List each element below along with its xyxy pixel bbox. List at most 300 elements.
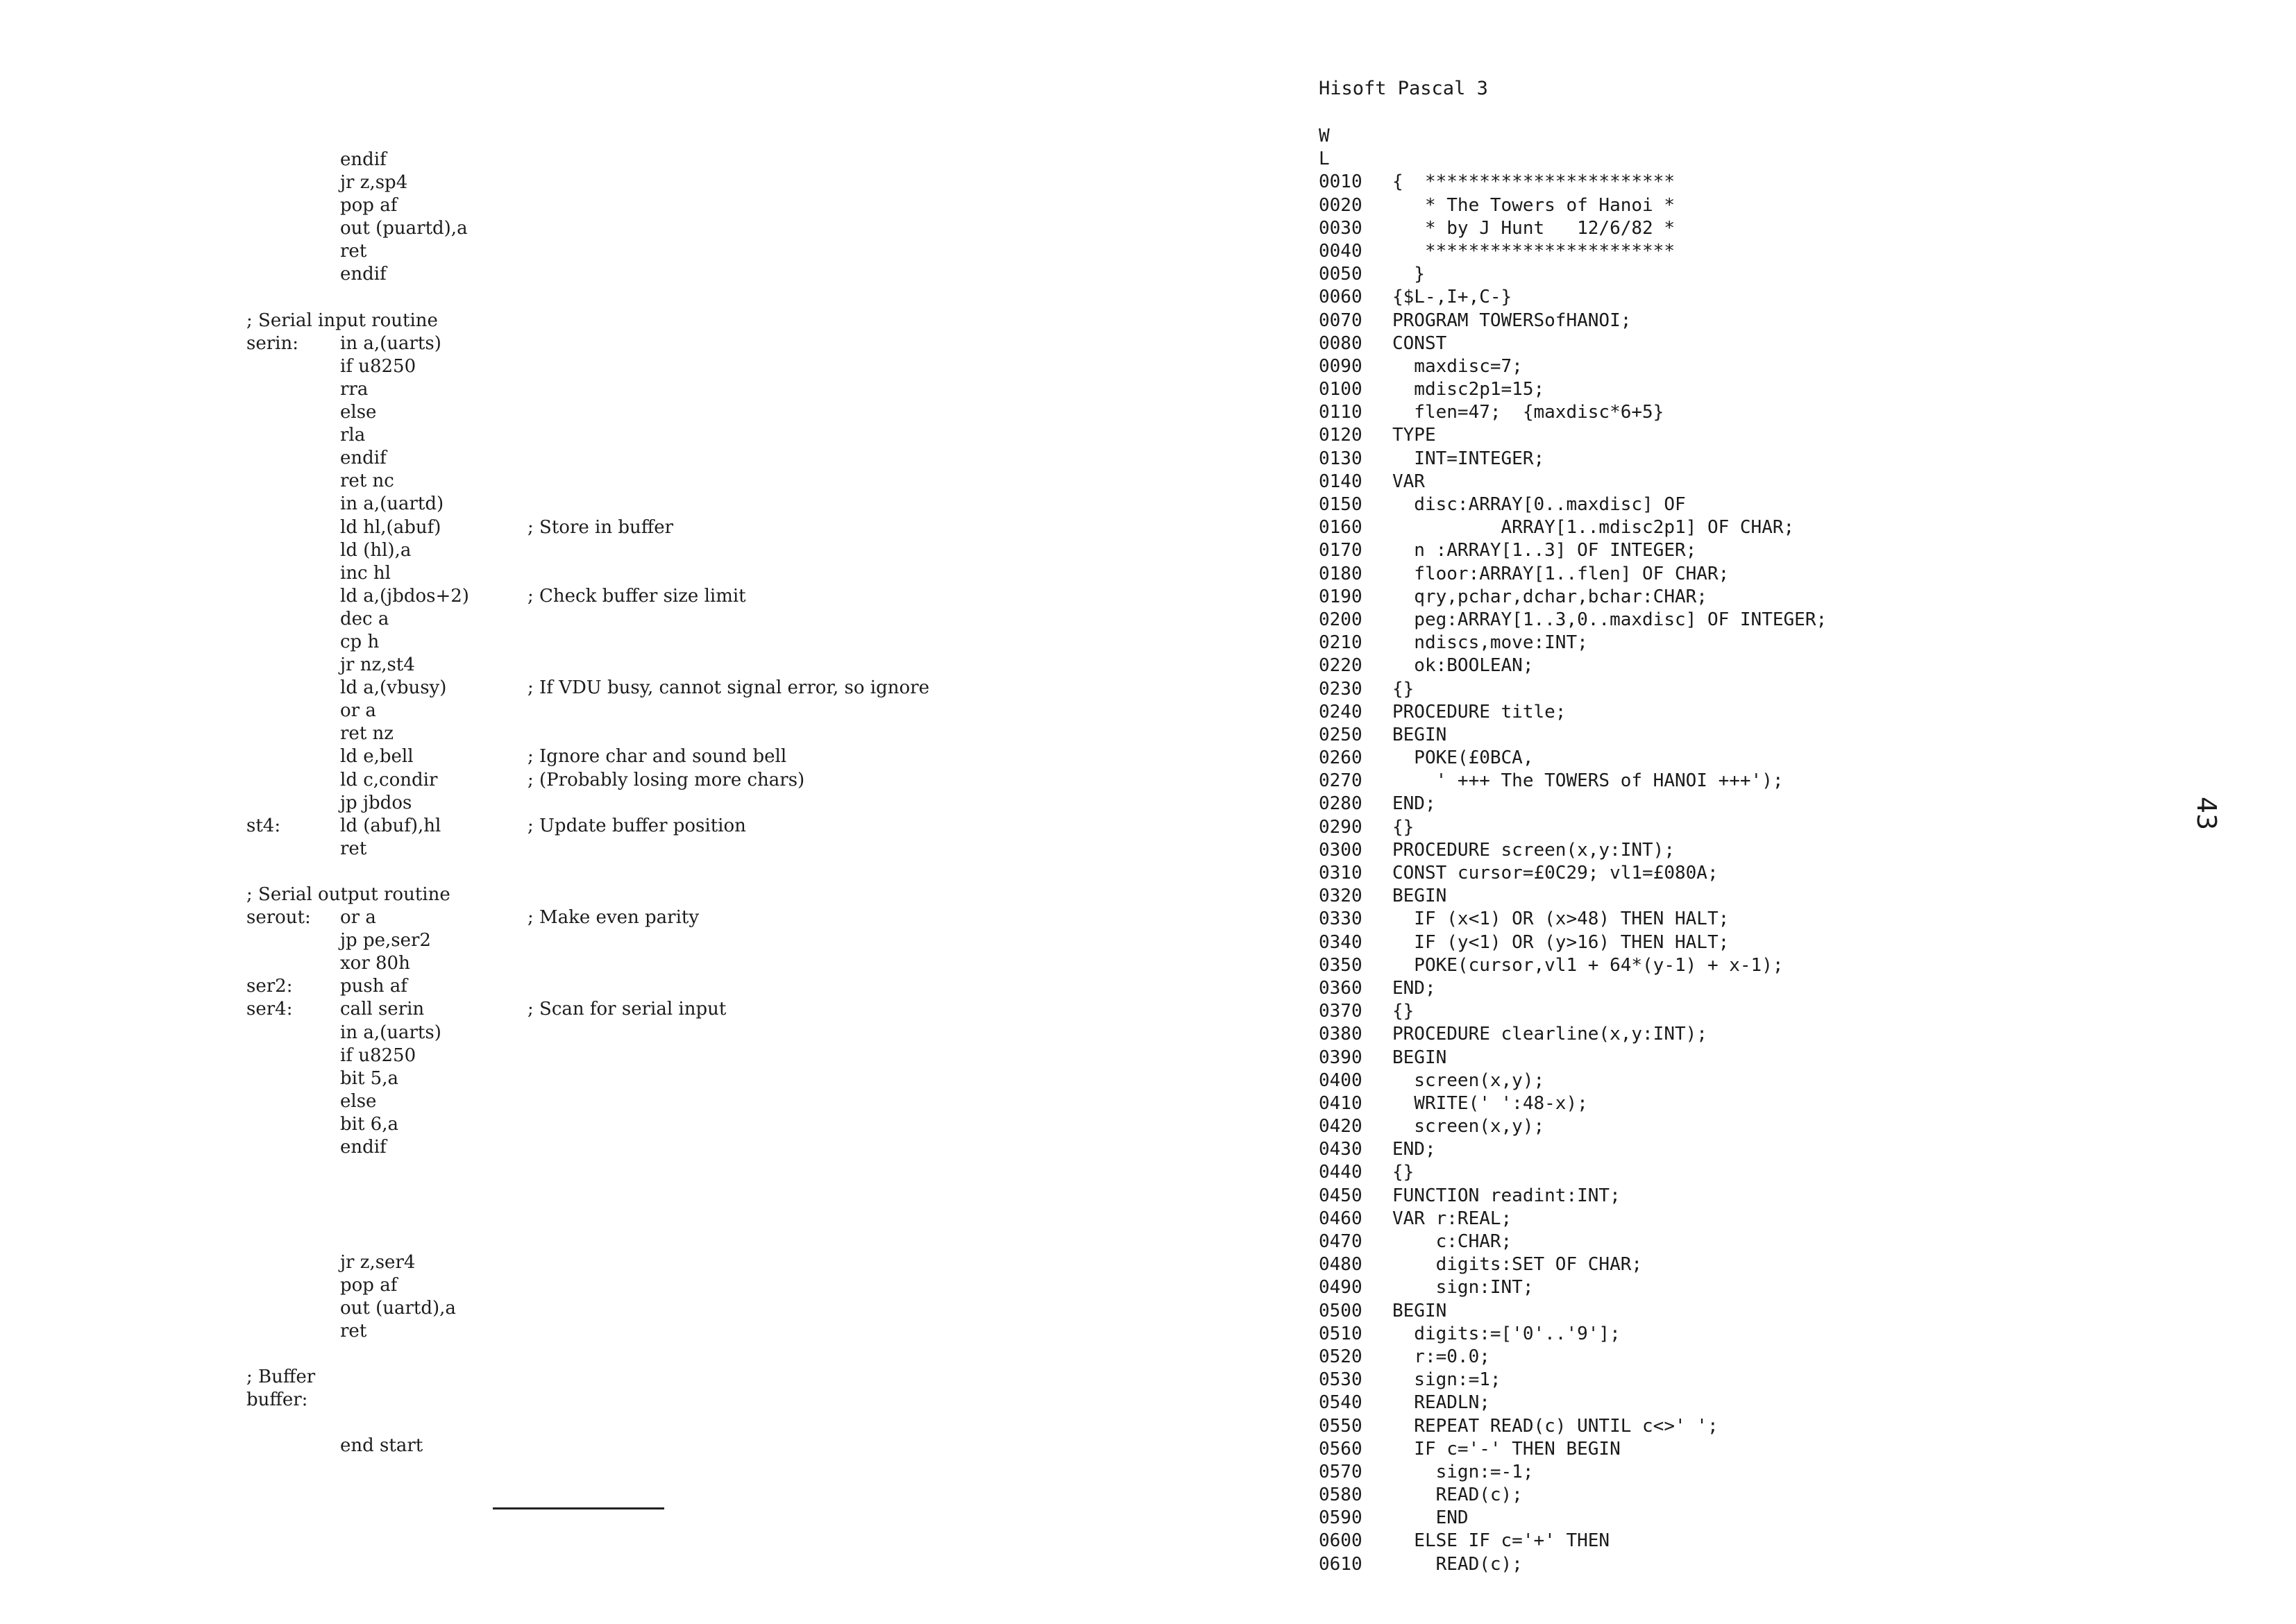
asm-label: buffer: [246, 1389, 308, 1411]
asm-label [246, 769, 340, 792]
code-line [1319, 1161, 1827, 1184]
line-number: 0490 [1319, 1277, 1362, 1299]
asm-instruction: in a,(uartd) [340, 493, 444, 515]
line-number: 0580 [1319, 1485, 1362, 1506]
asm-instruction: ld (abuf),hl [340, 815, 441, 836]
code-text: IF (y<1) OR (y>16) THEN HALT; [1392, 931, 1730, 953]
asm-comment: ; Store in buffer [527, 516, 674, 538]
code-text: ok:BOOLEAN; [1392, 655, 1534, 677]
code-text: ELSE IF c='+' THEN [1392, 1530, 1610, 1552]
line-number: 0460 [1319, 1208, 1362, 1229]
code-text: END; [1392, 793, 1436, 815]
code-text: READ(c); [1392, 1485, 1523, 1506]
asm-label [246, 700, 340, 722]
asm-line [246, 883, 929, 906]
line-number: 0280 [1319, 793, 1362, 815]
asm-instruction: ld (hl),a [340, 539, 412, 561]
line-number: 0560 [1319, 1438, 1362, 1460]
line-number: 0160 [1319, 517, 1362, 539]
asm-instruction: in a,(uarts) [340, 332, 441, 354]
asm-label [246, 1090, 340, 1113]
line-number: 0080 [1319, 332, 1362, 354]
asm-instruction: ret [340, 838, 367, 859]
asm-comment: ; Ignore char and sound bell [527, 746, 787, 768]
code-text: BEGIN [1392, 886, 1447, 907]
asm-line [246, 1113, 929, 1136]
asm-instruction: dec a [340, 608, 389, 629]
line-number: 0290 [1319, 816, 1362, 838]
line-number: 0430 [1319, 1139, 1362, 1160]
line-number: 0250 [1319, 724, 1362, 745]
asm-line [246, 1435, 929, 1457]
code-text: VAR r:REAL; [1392, 1208, 1512, 1229]
asm-instruction: in a,(uarts) [340, 1022, 441, 1043]
asm-instruction: ret nc [340, 471, 394, 492]
line-number: 0420 [1319, 1116, 1362, 1137]
asm-label: ser2: [246, 976, 293, 997]
asm-line [246, 1412, 929, 1435]
asm-instruction [340, 1389, 527, 1412]
asm-comment: ; Check buffer size limit [527, 585, 746, 607]
asm-instruction: inc hl [340, 562, 391, 584]
asm-line [246, 1251, 929, 1274]
asm-line [246, 194, 929, 217]
asm-label [246, 1251, 340, 1274]
asm-label [246, 1343, 340, 1366]
line-number: 0470 [1319, 1231, 1362, 1252]
line-number: 0500 [1319, 1300, 1362, 1321]
code-text: ARRAY[1..mdisc2p1] OF CHAR; [1392, 517, 1795, 539]
line-number: 0180 [1319, 563, 1362, 584]
asm-label [246, 171, 340, 194]
asm-instruction: or a [340, 907, 376, 929]
code-line [1319, 1047, 1827, 1069]
editor-command: W [1319, 126, 1330, 146]
section-comment: ; Serial output routine [246, 884, 450, 905]
code-line [1319, 217, 1827, 240]
asm-line [246, 1136, 929, 1159]
code-text: POKE(£0BCA, [1392, 747, 1534, 769]
code-text: digits:=['0'..'9']; [1392, 1323, 1621, 1344]
asm-line [246, 516, 929, 539]
asm-instruction: push af [340, 976, 407, 997]
line-number: 0340 [1319, 931, 1362, 953]
asm-label: serin: [246, 332, 298, 354]
code-text: disc:ARRAY[0..maxdisc] OF [1392, 494, 1686, 515]
asm-label [246, 1136, 340, 1159]
asm-instruction: jr z,sp4 [340, 172, 408, 194]
asm-instruction: bit 6,a [340, 1113, 398, 1135]
code-line [1319, 862, 1827, 885]
asm-label [246, 861, 340, 883]
asm-label [246, 1113, 340, 1136]
listing-header: Hisoft Pascal 3 [1319, 78, 1488, 99]
asm-label [246, 654, 340, 677]
asm-line [246, 355, 929, 378]
asm-line [246, 745, 929, 768]
asm-line [246, 424, 929, 447]
asm-label [246, 1044, 340, 1067]
code-line [1319, 471, 1827, 493]
line-number: 0140 [1319, 471, 1362, 492]
code-line [1319, 701, 1827, 724]
code-text: * by J Hunt 12/6/82 * [1392, 217, 1675, 239]
asm-instruction: jr nz,st4 [340, 654, 415, 676]
asm-instruction: ret [340, 1320, 367, 1342]
code-line [1319, 1369, 1827, 1392]
code-text: floor:ARRAY[1..flen] OF CHAR; [1392, 563, 1730, 584]
line-number: 0200 [1319, 609, 1362, 630]
code-line [1319, 1392, 1827, 1414]
code-text: } [1392, 264, 1425, 285]
code-text: FUNCTION readint:INT; [1392, 1185, 1621, 1206]
code-line [1319, 378, 1827, 401]
asm-label [246, 1067, 340, 1090]
code-text: screen(x,y); [1392, 1116, 1545, 1137]
code-text: sign:INT; [1392, 1277, 1534, 1299]
asm-label [246, 378, 340, 401]
code-line [1319, 310, 1827, 332]
asm-instruction: pop af [340, 195, 398, 217]
asm-label [246, 493, 340, 516]
asm-instruction: rra [340, 378, 369, 400]
code-text: peg:ARRAY[1..3,0..maxdisc] OF INTEGER; [1392, 609, 1827, 630]
line-number: 0130 [1319, 448, 1362, 469]
asm-label [246, 516, 340, 539]
asm-instruction: end start [340, 1435, 423, 1457]
code-line [1319, 1300, 1827, 1323]
asm-instruction: endif [340, 149, 387, 170]
line-number: 0610 [1319, 1553, 1362, 1575]
code-text: r:=0.0; [1392, 1346, 1490, 1367]
asm-label [246, 792, 340, 815]
asm-instruction: or a [340, 700, 376, 722]
asm-line [246, 792, 929, 815]
asm-label [246, 1182, 340, 1205]
asm-label [246, 929, 340, 952]
asm-label: st4: [246, 815, 281, 836]
line-number: 0380 [1319, 1024, 1362, 1045]
code-line [1319, 1276, 1827, 1299]
asm-line [246, 722, 929, 745]
asm-label [246, 470, 340, 493]
asm-line [246, 998, 929, 1021]
asm-line [246, 378, 929, 401]
asm-comment: ; (Probably losing more chars) [527, 769, 805, 790]
asm-line [246, 838, 929, 861]
asm-label [246, 263, 340, 286]
asm-label [246, 745, 340, 768]
code-line [1319, 424, 1827, 447]
code-line [1319, 724, 1827, 747]
code-text: END [1392, 1507, 1469, 1529]
code-text: mdisc2p1=15; [1392, 379, 1545, 400]
line-number: 0400 [1319, 1069, 1362, 1091]
asm-instruction [340, 1412, 527, 1435]
asm-instruction: if u8250 [340, 355, 416, 377]
pascal-listing [1319, 125, 1827, 1576]
asm-instruction: endif [340, 1137, 387, 1158]
line-number: 0320 [1319, 886, 1362, 907]
line-number: 0450 [1319, 1185, 1362, 1206]
asm-instruction: endif [340, 264, 387, 285]
code-line [1319, 171, 1827, 194]
line-number: 0170 [1319, 540, 1362, 561]
code-text: {} [1392, 816, 1415, 838]
code-line [1319, 194, 1827, 217]
code-line [1319, 908, 1827, 931]
asm-line [246, 493, 929, 516]
code-line [1319, 839, 1827, 862]
code-text: IF c='-' THEN BEGIN [1392, 1438, 1621, 1460]
asm-line [246, 401, 929, 424]
asm-instruction: ld a,(jbdos+2) [340, 585, 469, 607]
asm-line [246, 1228, 929, 1251]
asm-label [246, 1435, 340, 1457]
asm-instruction: else [340, 402, 377, 423]
asm-instruction: cp h [340, 631, 380, 652]
asm-instruction: ld a,(vbusy) [340, 677, 447, 699]
asm-line [246, 310, 929, 332]
code-text: READ(c); [1392, 1553, 1523, 1575]
code-line [1319, 1115, 1827, 1138]
code-line [1319, 1000, 1827, 1023]
line-number: 0480 [1319, 1254, 1362, 1276]
editor-command: L [1319, 149, 1330, 170]
asm-line [246, 1044, 929, 1067]
code-line [1319, 1138, 1827, 1161]
code-text: BEGIN [1392, 1300, 1447, 1321]
code-text: READLN; [1392, 1392, 1490, 1414]
asm-label [246, 217, 340, 240]
code-text: BEGIN [1392, 724, 1447, 745]
code-text: { *********************** [1392, 171, 1675, 193]
code-line [1319, 1323, 1827, 1346]
code-line [1319, 654, 1827, 677]
code-line [1319, 332, 1827, 355]
asm-instruction: pop af [340, 1274, 398, 1296]
code-line [1319, 678, 1827, 701]
asm-label [246, 149, 340, 171]
code-text: END; [1392, 977, 1436, 999]
code-text: {$L-,I+,C-} [1392, 287, 1512, 308]
asm-instruction: rla [340, 425, 366, 446]
code-line [1319, 448, 1827, 471]
asm-line [246, 1320, 929, 1343]
line-number: 0350 [1319, 954, 1362, 976]
code-line [1319, 954, 1827, 977]
code-text: IF (x<1) OR (x>48) THEN HALT; [1392, 908, 1730, 930]
code-line [1319, 1253, 1827, 1276]
asm-label [246, 562, 340, 585]
asm-label [246, 447, 340, 470]
asm-line [246, 149, 929, 171]
asm-instruction [340, 287, 527, 310]
asm-line [246, 1182, 929, 1205]
asm-line [246, 263, 929, 286]
asm-line [246, 861, 929, 883]
asm-line [246, 1389, 929, 1412]
section-comment: ; Buffer [246, 1366, 316, 1387]
asm-instruction [340, 861, 527, 883]
asm-label [246, 1159, 340, 1182]
line-number: 0550 [1319, 1415, 1362, 1437]
code-text: VAR [1392, 471, 1425, 492]
code-text: {} [1392, 1001, 1415, 1022]
asm-label [246, 631, 340, 654]
code-line [1319, 286, 1827, 309]
section-comment: ; Serial input routine [246, 310, 438, 331]
line-number: 0330 [1319, 908, 1362, 930]
page-number: 43 [2191, 796, 2222, 831]
asm-line [246, 1205, 929, 1228]
line-number: 0570 [1319, 1461, 1362, 1482]
code-text: TYPE [1392, 425, 1436, 446]
line-number: 0100 [1319, 379, 1362, 400]
asm-instruction: if u8250 [340, 1044, 416, 1066]
code-line [1319, 401, 1827, 424]
asm-line [246, 677, 929, 700]
asm-instruction: ld e,bell [340, 746, 414, 768]
asm-line [246, 539, 929, 562]
code-text: maxdisc=7; [1392, 355, 1523, 377]
code-text: {} [1392, 1162, 1415, 1183]
line-number: 0390 [1319, 1047, 1362, 1068]
code-text: CONST [1392, 332, 1447, 354]
code-text: PROCEDURE clearline(x,y:INT); [1392, 1024, 1707, 1045]
asm-line [246, 975, 929, 998]
asm-comment: ; If VDU busy, cannot signal error, so ignore [527, 677, 929, 699]
line-number: 0210 [1319, 632, 1362, 654]
code-line [1319, 793, 1827, 815]
line-number: 0230 [1319, 678, 1362, 700]
asm-line [246, 654, 929, 677]
asm-label [246, 608, 340, 631]
code-text: {} [1392, 678, 1415, 700]
asm-line [246, 631, 929, 654]
line-number: 0150 [1319, 494, 1362, 515]
line-number: 0360 [1319, 977, 1362, 999]
code-text: POKE(cursor,vl1 + 64*(y-1) + x-1); [1392, 954, 1784, 976]
asm-label [246, 539, 340, 562]
asm-instruction: out (uartd),a [340, 1297, 456, 1319]
code-line [1319, 1553, 1827, 1576]
asm-label [246, 722, 340, 745]
code-line [1319, 1484, 1827, 1507]
code-line [1319, 1530, 1827, 1553]
asm-label [246, 401, 340, 424]
code-text: BEGIN [1392, 1047, 1447, 1068]
asm-instruction [340, 1159, 527, 1182]
code-line [1319, 1230, 1827, 1253]
code-text: screen(x,y); [1392, 1069, 1545, 1091]
code-text: WRITE(' ':48-x); [1392, 1092, 1588, 1114]
line-number: 0300 [1319, 839, 1362, 861]
line-number: 0190 [1319, 586, 1362, 607]
line-number: 0530 [1319, 1369, 1362, 1391]
asm-instruction [340, 1343, 527, 1366]
asm-label [246, 1412, 340, 1435]
line-number: 0370 [1319, 1001, 1362, 1022]
asm-instruction: ld c,condir [340, 769, 438, 790]
asm-instruction: jp pe,ser2 [340, 930, 431, 951]
line-number: 0010 [1319, 171, 1362, 193]
asm-line [246, 332, 929, 355]
asm-label [246, 1228, 340, 1251]
line-number: 0600 [1319, 1530, 1362, 1552]
code-line [1319, 747, 1827, 770]
code-line [1319, 240, 1827, 263]
asm-label [246, 1022, 340, 1044]
asm-line [246, 608, 929, 631]
line-number: 0110 [1319, 402, 1362, 423]
code-line [1319, 1092, 1827, 1115]
asm-instruction: ret nz [340, 723, 394, 745]
asm-line [246, 700, 929, 722]
asm-line [246, 1366, 929, 1389]
line-number: 0590 [1319, 1507, 1362, 1529]
code-text: PROCEDURE screen(x,y:INT); [1392, 839, 1675, 861]
asm-line [246, 1022, 929, 1044]
asm-comment: ; Update buffer position [527, 815, 746, 836]
code-text: flen=47; {maxdisc*6+5} [1392, 402, 1664, 423]
asm-line [246, 1090, 929, 1113]
line-number: 0060 [1319, 287, 1362, 308]
code-line [1319, 563, 1827, 586]
line-number: 0090 [1319, 355, 1362, 377]
asm-line [246, 171, 929, 194]
code-line [1319, 1069, 1827, 1092]
code-line [1319, 885, 1827, 908]
code-line [1319, 539, 1827, 562]
asm-instruction: ret [340, 241, 367, 262]
code-text: ' +++ The TOWERS of HANOI +++'); [1392, 770, 1784, 792]
code-line [1319, 1185, 1827, 1208]
code-text: INT=INTEGER; [1392, 448, 1545, 469]
asm-line [246, 769, 929, 792]
asm-line [246, 1343, 929, 1366]
code-text: END; [1392, 1139, 1436, 1160]
code-line [1319, 1415, 1827, 1438]
code-line [1319, 516, 1827, 539]
asm-line [246, 929, 929, 952]
asm-line [246, 240, 929, 263]
code-line [1319, 609, 1827, 632]
asm-instruction [340, 1182, 527, 1205]
code-line [1319, 586, 1827, 609]
asm-label: serout: [246, 907, 311, 929]
asm-label [246, 585, 340, 608]
asm-line [246, 585, 929, 608]
code-line [1319, 1208, 1827, 1230]
asm-line [246, 1297, 929, 1320]
line-number: 0220 [1319, 655, 1362, 677]
line-number: 0240 [1319, 701, 1362, 722]
asm-label [246, 838, 340, 861]
asm-label [246, 287, 340, 310]
code-line [1319, 1346, 1827, 1369]
line-number: 0520 [1319, 1346, 1362, 1367]
asm-label: ser4: [246, 999, 293, 1020]
asm-label [246, 1274, 340, 1297]
code-text: PROGRAM TOWERSofHANOI; [1392, 310, 1632, 331]
asm-line [246, 952, 929, 975]
code-line [1319, 632, 1827, 654]
asm-label [246, 424, 340, 447]
asm-line [246, 1274, 929, 1297]
code-text: c:CHAR; [1392, 1231, 1512, 1252]
asm-instruction [340, 1228, 527, 1251]
